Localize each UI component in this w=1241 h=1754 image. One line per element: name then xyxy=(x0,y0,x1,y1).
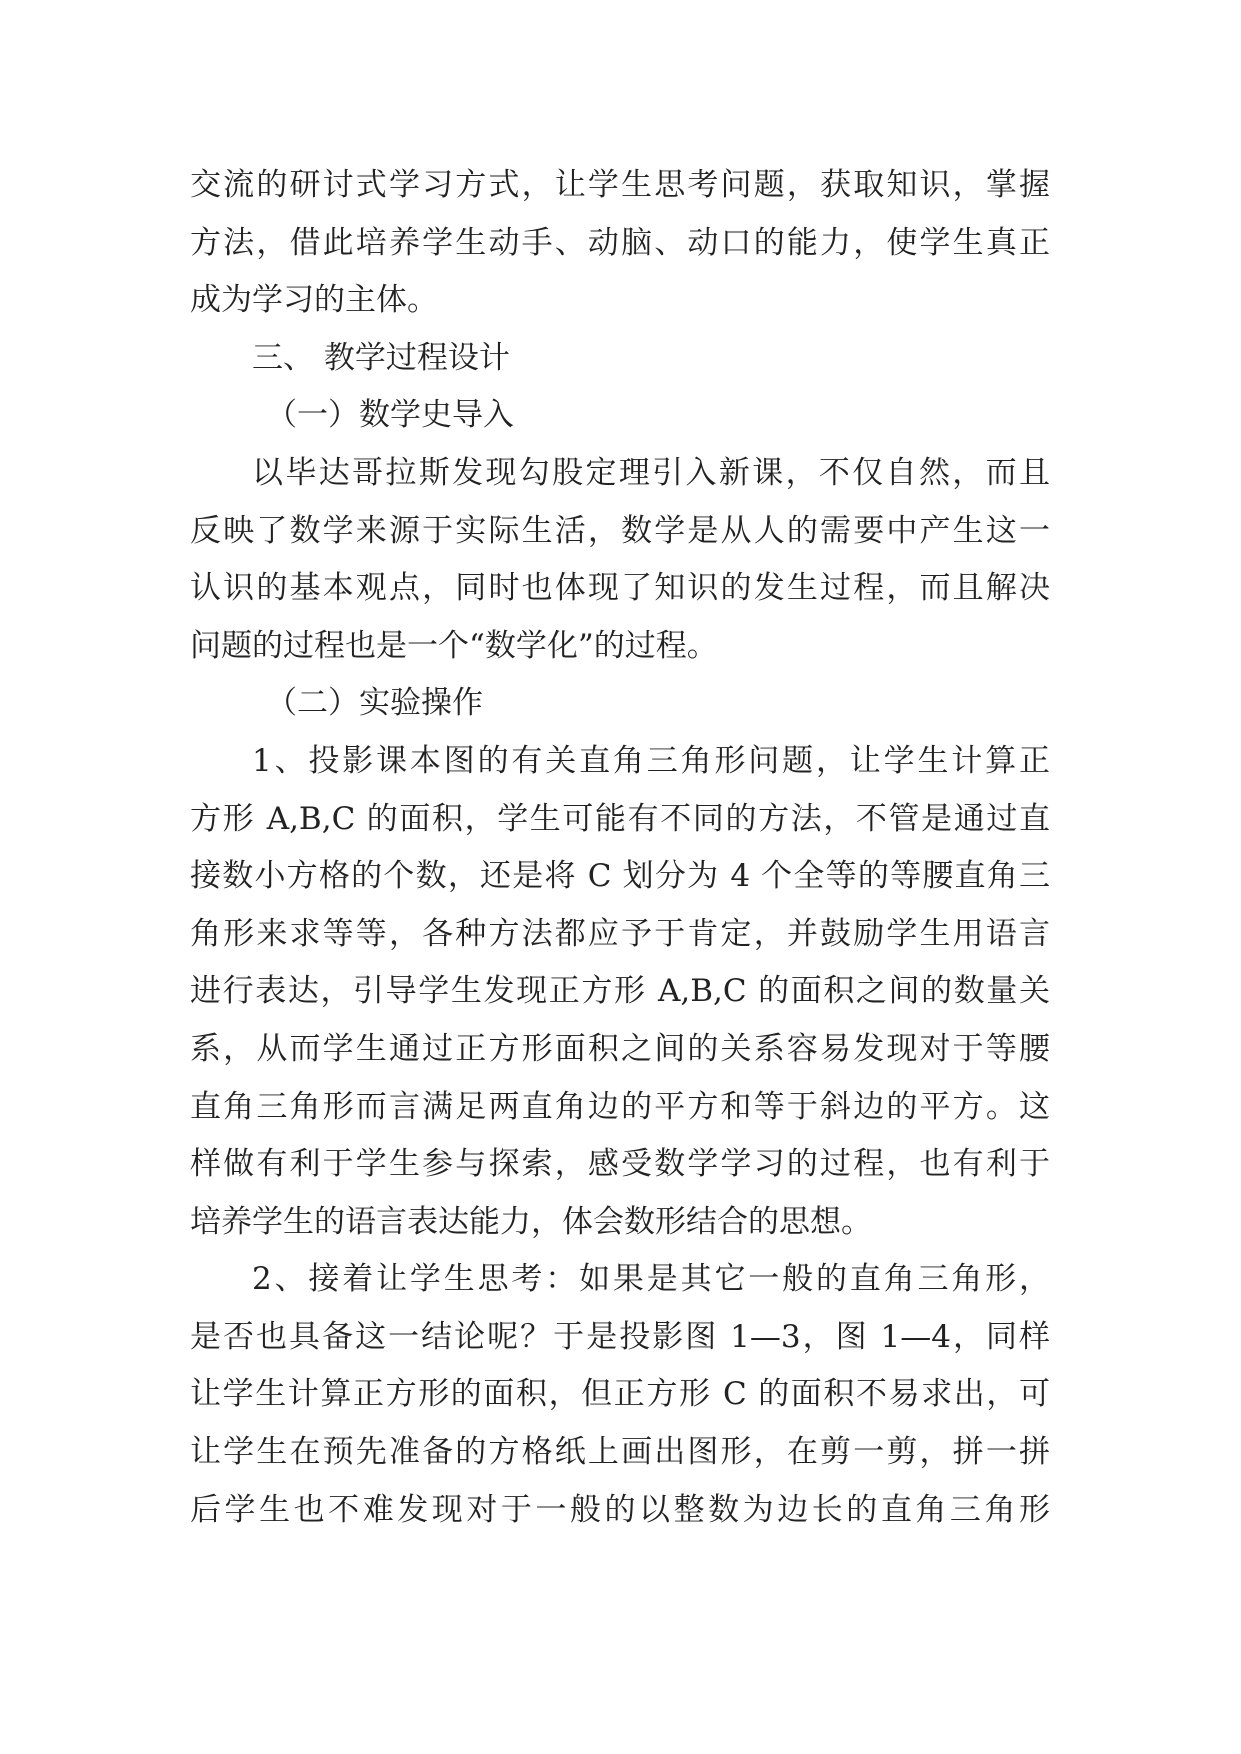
paragraph-line: 让学生在预先准备的方格纸上画出图形，在剪一剪，拼一拼 xyxy=(190,1434,1050,1471)
paragraph-line: 1、投影课本图的有关直角三角形问题，让学生计算正 xyxy=(252,742,1050,779)
paragraph-line: 以毕达哥拉斯发现勾股定理引入新课，不仅自然，而且 xyxy=(252,454,1050,491)
paragraph-line: 接数小方格的个数，还是将 C 划分为 4 个全等的等腰直角三 xyxy=(190,858,1050,895)
paragraph-line: 样做有利于学生参与探索，感受数学学习的过程，也有利于 xyxy=(190,1146,1050,1183)
paragraph-line: 交流的研讨式学习方式，让学生思考问题，获取知识，掌握 xyxy=(190,167,1050,203)
paragraph-line: 认识的基本观点，同时也体现了知识的发生过程，而且解决 xyxy=(190,570,1050,607)
paragraph-line: 培养学生的语言表达能力，体会数形结合的思想。 xyxy=(190,1203,872,1240)
paragraph-line: 直角三角形而言满足两直角边的平方和等于斜边的平方。这 xyxy=(190,1088,1050,1125)
paragraph-line: 系，从而学生通过正方形面积之间的关系容易发现对于等腰 xyxy=(190,1030,1050,1067)
subsection-heading: （二）实验操作 xyxy=(266,685,483,722)
paragraph-line: 成为学习的主体。 xyxy=(190,282,438,319)
paragraph-line: 问题的过程也是一个“数学化”的过程。 xyxy=(190,627,718,664)
paragraph-line: 是否也具备这一结论呢？于是投影图 1—3，图 1—4，同样 xyxy=(190,1318,1050,1355)
paragraph-line: 方形 A,B,C 的面积，学生可能有不同的方法，不管是通过直 xyxy=(190,800,1050,837)
paragraph-line: 后学生也不难发现对于一般的以整数为边长的直角三角形 xyxy=(190,1491,1050,1528)
paragraph-line: 方法，借此培养学生动手、动脑、动口的能力，使学生真正 xyxy=(190,224,1050,261)
document-body xyxy=(190,157,1050,1539)
paragraph-line: 角形来求等等，各种方法都应予于肯定，并鼓励学生用语言 xyxy=(190,915,1050,952)
section-heading: 三、 教学过程设计 xyxy=(252,339,510,376)
paragraph-line: 进行表达，引导学生发现正方形 A,B,C 的面积之间的数量关 xyxy=(190,973,1050,1010)
paragraph-line: 2、接着让学生思考：如果是其它一般的直角三角形， xyxy=(252,1261,1050,1298)
subsection-heading: （一）数学史导入 xyxy=(266,397,514,434)
paragraph-line: 让学生计算正方形的面积，但正方形 C 的面积不易求出，可 xyxy=(190,1376,1050,1413)
paragraph-line: 反映了数学来源于实际生活，数学是从人的需要中产生这一 xyxy=(190,512,1050,549)
